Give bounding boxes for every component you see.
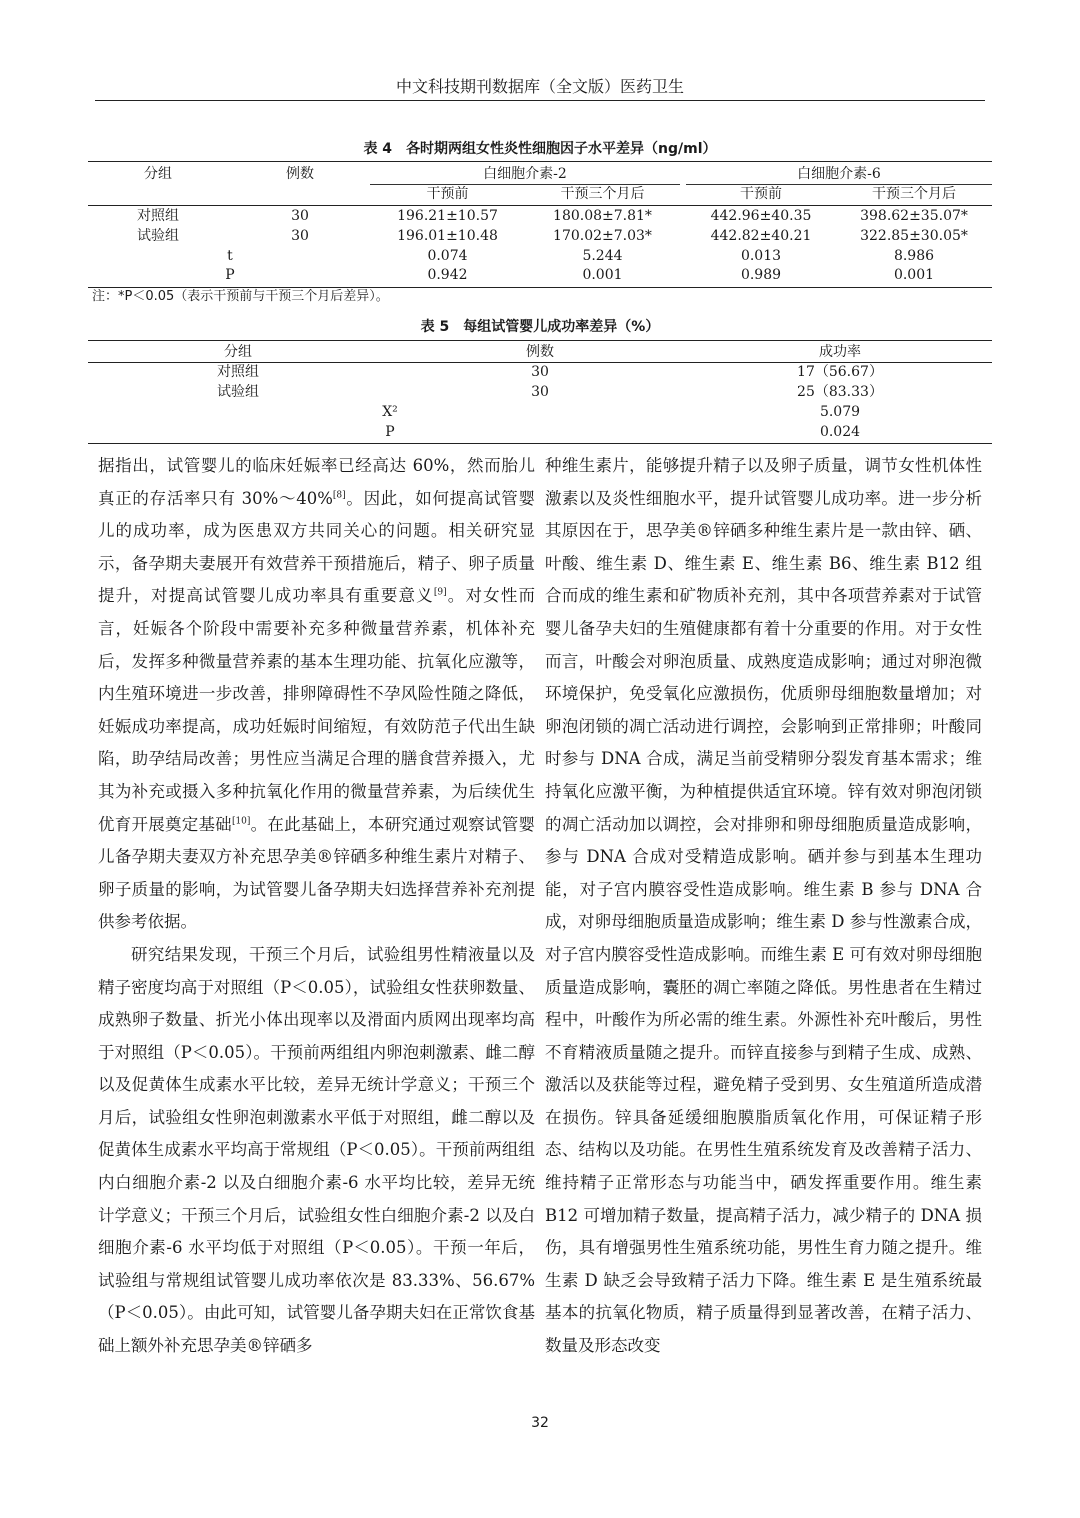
table4-row1-il6-post: 398.62±35.07* xyxy=(860,208,968,224)
table5-title: 每组试管婴儿成功率差异（%） xyxy=(463,319,660,335)
table4-top-rule xyxy=(88,161,992,162)
table4-p-label: P xyxy=(225,267,235,283)
citation-8: [8] xyxy=(332,490,346,501)
body-text: 。在此基础上，本研究通过观察试管婴儿备孕期夫妻双方补充思孕美®锌硒多种维生素片对精子、卵子质量的影响，为试管婴儿备孕期夫妇选择营养补充剂提供参考依据。 xyxy=(98,814,536,932)
table5-row1-rate: 17（56.67） xyxy=(797,364,883,380)
page-number: 32 xyxy=(531,1415,549,1431)
table5-chi-label: X² xyxy=(382,404,398,420)
table5-header-rate: 成功率 xyxy=(819,344,861,360)
table5-row2-n: 30 xyxy=(531,384,549,400)
journal-header: 中文科技期刊数据库（全文版）医药卫生 xyxy=(95,74,985,101)
table5-row2-group: 试验组 xyxy=(217,384,259,400)
table4-header-il6: 白细胞介素-6 xyxy=(797,166,881,182)
table4-p-il2-pre: 0.942 xyxy=(427,267,468,283)
table4-header-il2: 白细胞介素-2 xyxy=(483,166,567,182)
table5-row1-n: 30 xyxy=(531,364,549,380)
table5-top-rule xyxy=(88,340,992,341)
table4-row1-il2-pre: 196.21±10.57 xyxy=(397,208,498,224)
body-paragraph: 种维生素片，能够提升精子以及卵子质量，调节女性机体性激素以及炎性细胞水平，提升试管婴儿成功率。进一步分析其原因在于，思孕美®锌硒多种维生素片是一款由锌、硒、叶酸、维生素 D、维生素 E、维生素 B6、维生素 B12 组合而成的维生素和矿物质补充剂，其中各项营养素对于试管婴儿备孕夫妇的生殖健康都有着十分重要的作用。对于女性而言，叶酸会对卵泡质量、成熟度造成影响；通过对卵泡微环境保护，免受氧化应激损伤，优质卵母细胞数量增加；对卵泡闭锁的凋亡活动进行调控，会影响到正常排卵；叶酸同时参与 DNA 合成，满足当前受精卵分裂发育基本需求；维持氧化应激平衡，为种植提供适宜环境。锌有效对卵泡闭锁的凋亡活动加以调控，会对排卵和卵母细胞质量造成影响，参与 DNA 合成对受精造成影响。硒并参与到基本生理功能，对子宫内膜容受性造成影响。维生素 B 参与 DNA 合成，对卵母细胞质量造成影响；维生素 D 参与性激素合成，对子宫内膜容受性造成影响。而维生素 E 可有效对卵母细胞质量造成影响，囊胚的凋亡率随之降低。男性患者在生精过程中，叶酸作为所必需的维生素。外源性补充叶酸后，男性不育精液质量随之提升。而锌直接参与到精子生成、成熟、激活以及获能等过程，避免精子受到男、女生殖道所造成潜在损伤。锌具备延缓细胞膜脂质氧化作用，可保证精子形态、结构以及功能。在男性生殖系统发育及改善精子活力、维持精子正常形态与功能当中，硒发挥重要作用。维生素 B12 可增加精子数量，提高精子活力，减少精子的 DNA 损伤，具有增强男性生殖系统功能，男性生育力随之提升。维生素 D 缺乏会导致精子活力下降。维生素 E 是生殖系统最基本的抗氧化物质，精子质量得到显著改善，在精子活力、数量及形态改变 xyxy=(545,456,982,1356)
table4-row2-il2-pre: 196.01±10.48 xyxy=(397,228,498,244)
table4-p-il2-post: 0.001 xyxy=(582,267,623,283)
body-text: 。对女性而言，妊娠各个阶段中需要补充多种微量营养素，机体补充后，发挥多种微量营养素的基本生理功能、抗氧化应激等，内生殖环境进一步改善，排卵障碍性不孕风险性随之降低，妊娠成功率提高，成功妊娠时间缩短，有效防范子代出生缺陷，助孕结局改善；男性应当满足合理的膳食营养摄入，尤其为补充或摄入多种抗氧化作用的微量营养素，为后续优生优育开展奠定基础 xyxy=(98,586,536,834)
table4-row1-n: 30 xyxy=(291,208,309,224)
table4-row1-group: 对照组 xyxy=(137,208,179,224)
table4-row2-group: 试验组 xyxy=(137,228,179,244)
table4-header-il6-pre: 干预前 xyxy=(740,186,782,202)
body-paragraph xyxy=(98,450,535,939)
body-left-column xyxy=(98,450,535,1363)
table5-p-value: 0.024 xyxy=(819,424,861,440)
table4-header-n: 例数 xyxy=(286,166,314,182)
table4-caption xyxy=(88,139,992,159)
table5-label: 表 5 xyxy=(420,319,450,335)
table4-row1-il2-post: 180.08±7.81* xyxy=(553,208,652,224)
table4-p-il6-post: 0.001 xyxy=(893,267,935,283)
body-paragraph: 研究结果发现，干预三个月后，试验组男性精液量以及精子密度均高于对照组（P＜0.05），试验组女性获卵数量、成熟卵子数量、折光小体出现率以及滑面内质网出现率均高于对照组（P＜0.05）。干预前两组组内卵泡刺激素、雌二醇以及促黄体生成素水平比较，差异无统计学意义；干预三个月后，试验组女性卵泡刺激素水平低于对照组，雌二醇以及促黄体生成素水平均高于常规组（P＜0.05）。干预前两组组内白细胞介素-2 以及白细胞介素-6 水平均比较，差异无统计学意义；干预三个月后，试验组女性白细胞介素-2 以及白细胞介素-6 水平均低于对照组（P＜0.05）。干预一年后，试验组与常规组试管婴儿成功率依次是 83.33%、56.67%（P＜0.05）。由此可知，试管婴儿备孕期夫妇在正常饮食基础上额外补充思孕美®锌硒多 xyxy=(98,944,535,1356)
table5-header-n: 例数 xyxy=(526,344,554,360)
table4-header-il2-pre: 干预前 xyxy=(426,186,469,202)
table4-label: 表 4 xyxy=(363,141,393,157)
table5-header-group: 分组 xyxy=(224,344,252,360)
citation-10: [10] xyxy=(231,816,251,827)
table4-t-label: t xyxy=(227,248,233,264)
body-text: 。因此，如何提高试管婴儿的成功率，成为医患双方共同关心的问题。相关研究显示，备孕期夫妻展开有效营养干预措施后，精子、卵子质量提升，对提高试管婴儿成功率具有重要意义 xyxy=(98,488,536,606)
table5-row2-rate: 25（83.33） xyxy=(797,384,883,400)
citation-9: [9] xyxy=(433,587,447,598)
body-text: 据指出，试管婴儿的临床妊娠率已经高达 60%，然而胎儿真正的存活率只有 30%～40% xyxy=(98,456,535,508)
table5-caption xyxy=(88,317,992,337)
table5-p-label: P xyxy=(385,424,395,440)
table4-row2-n: 30 xyxy=(291,228,309,244)
table4-t-il6-pre: 0.013 xyxy=(740,248,782,264)
table4-row2-il6-pre: 442.82±40.21 xyxy=(710,228,812,244)
table4-row2-il6-post: 322.85±30.05* xyxy=(860,228,968,244)
table4-row1-il6-pre: 442.96±40.35 xyxy=(710,208,812,224)
table4-header-il2-post: 干预三个月后 xyxy=(560,186,645,202)
table5-bottom-rule xyxy=(88,443,992,444)
table4-t-il2-post: 5.244 xyxy=(582,248,623,264)
table4-t-il6-post: 8.986 xyxy=(893,248,935,264)
table4-note: 注：*P＜0.05（表示干预前与干预三个月后差异）。 xyxy=(92,289,389,304)
table4-title: 各时期两组女性炎性细胞因子水平差异（ng/ml） xyxy=(406,141,717,157)
table4-t-il2-pre: 0.074 xyxy=(427,248,468,264)
body-right-column xyxy=(545,450,982,1363)
table4-header-il6-post: 干预三个月后 xyxy=(872,186,956,202)
table4-header-group: 分组 xyxy=(144,166,172,182)
table4-p-il6-pre: 0.989 xyxy=(740,267,782,283)
table5-chi-value: 5.079 xyxy=(819,404,861,420)
table4-row2-il2-post: 170.02±7.03* xyxy=(553,228,652,244)
table5-row1-group: 对照组 xyxy=(217,364,259,380)
